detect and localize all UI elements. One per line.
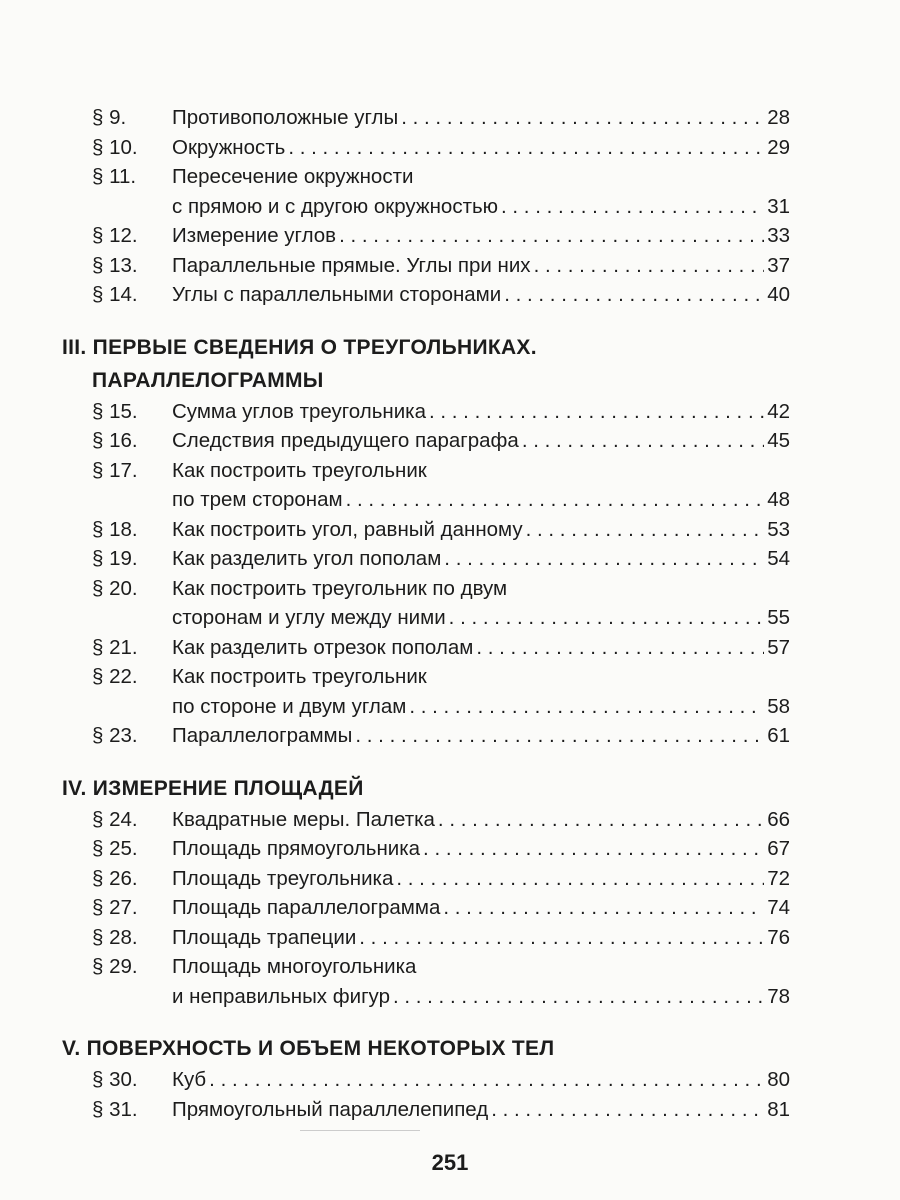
entry-title: Сумма углов треугольника: [172, 399, 426, 423]
entry-title: Измерение углов: [172, 224, 337, 247]
section-heading: ПАРАЛЛЕЛОГРАММЫ: [92, 368, 324, 392]
paragraph-number: § 22.: [92, 665, 138, 688]
paragraph-number: § 12.: [92, 224, 138, 247]
entry-title: Пересечение окружности: [172, 165, 414, 188]
page-ref: 76: [767, 925, 790, 949]
dot-leader: [423, 834, 764, 864]
dot-leader: [209, 1065, 764, 1095]
paragraph-number: § 21.: [92, 635, 138, 659]
dot-leader: [359, 923, 764, 953]
entry-title: Окружность: [172, 135, 286, 159]
dot-leader: [491, 1095, 764, 1125]
entry-title: по трем сторонам: [172, 488, 343, 511]
toc-entry[interactable]: [92, 1065, 790, 1095]
page-ref: 66: [767, 807, 790, 831]
page-ref: 29: [767, 135, 790, 159]
entry-title: Углы с параллельными сторонами: [172, 283, 502, 306]
entry-title: с прямою и с другою окружностью: [172, 194, 499, 218]
entry-title: Следствия предыдущего параграфа: [172, 429, 519, 452]
dot-leader: [504, 280, 764, 310]
table-of-contents: [62, 103, 790, 1124]
entry-title: Как построить угол, равный данному: [172, 517, 523, 541]
dot-leader: [501, 192, 764, 222]
toc-section: [62, 331, 790, 751]
dot-leader: [438, 805, 764, 835]
paragraph-number: § 25.: [92, 837, 138, 860]
toc-entry[interactable]: [92, 133, 790, 163]
paragraph-number: § 26.: [92, 866, 138, 890]
page-ref: 74: [767, 896, 790, 919]
toc-entry-line: [92, 544, 790, 574]
toc-entry[interactable]: [92, 280, 790, 310]
page-ref: 67: [767, 837, 790, 860]
toc-entry-line: [92, 603, 790, 633]
dot-leader: [288, 133, 764, 163]
page-ref: 72: [767, 866, 790, 890]
toc-entry[interactable]: [92, 864, 790, 894]
dot-leader: [339, 221, 764, 251]
toc-entry-line: [92, 192, 790, 222]
paragraph-number: § 24.: [92, 807, 138, 831]
dot-leader: [393, 982, 764, 1012]
toc-section: [92, 103, 790, 310]
section-heading: V. ПОВЕРХНОСТЬ И ОБЪЕМ НЕКОТОРЫХ ТЕЛ: [62, 1037, 555, 1060]
paragraph-number: § 23.: [92, 724, 138, 747]
page-ref: 40: [767, 283, 790, 306]
page-ref: 37: [767, 253, 790, 277]
paragraph-number: § 11.: [92, 165, 137, 188]
paragraph-number: § 28.: [92, 925, 138, 949]
toc-entry[interactable]: [92, 721, 790, 751]
toc-entry-line: [92, 721, 790, 751]
toc-entry[interactable]: [92, 456, 790, 515]
toc-entry-line: [92, 633, 790, 663]
paragraph-number: § 19.: [92, 547, 138, 570]
page-ref: 58: [767, 694, 790, 718]
page-ref: 54: [767, 547, 790, 570]
page-number: 251: [431, 1150, 469, 1175]
page-ref: 28: [767, 106, 790, 129]
entry-title: Площадь треугольника: [172, 866, 394, 890]
entry-title: Прямоугольный параллелепипед: [172, 1097, 489, 1121]
page-ref: 61: [767, 724, 790, 747]
toc-entry-line: [92, 662, 790, 692]
toc-section: [62, 1032, 790, 1124]
page-ref: 53: [767, 517, 790, 541]
toc-entry[interactable]: [92, 662, 790, 721]
entry-title: Параллельные прямые. Углы при них: [172, 253, 531, 277]
toc-entry[interactable]: [92, 515, 790, 545]
toc-entry-line: [92, 515, 790, 545]
dot-leader: [526, 515, 765, 545]
paragraph-number: § 10.: [92, 135, 138, 159]
dot-leader: [355, 721, 764, 751]
entry-title: и неправильных фигур: [172, 984, 390, 1008]
toc-entry-line: [92, 1095, 790, 1125]
paragraph-number: § 17.: [92, 458, 138, 482]
toc-entry-line: [92, 133, 790, 163]
page-ref: 42: [767, 399, 790, 423]
paragraph-number: § 13.: [92, 253, 138, 277]
toc-entry-line: [92, 834, 790, 864]
entry-title: Площадь прямоугольника: [172, 837, 421, 860]
paragraph-number: § 27.: [92, 896, 138, 919]
paragraph-number: § 18.: [92, 517, 138, 541]
page-ref: 45: [767, 429, 790, 452]
toc-entry-line: [92, 456, 790, 486]
page-ref: 48: [767, 488, 790, 511]
dot-leader: [449, 603, 765, 633]
toc-entry-line: [92, 805, 790, 835]
toc-entry-line: [92, 692, 790, 722]
toc-entry-line: [92, 162, 790, 192]
entry-title: Площадь параллелограмма: [172, 896, 441, 919]
toc-entry-line: [92, 923, 790, 953]
toc-entry[interactable]: [92, 397, 790, 427]
toc-entry[interactable]: [92, 574, 790, 633]
toc-entry[interactable]: [92, 923, 790, 953]
entry-title: Площадь трапеции: [172, 925, 357, 949]
toc-entry-line: [92, 574, 790, 604]
toc-entry[interactable]: [92, 426, 790, 456]
toc-entry[interactable]: [92, 834, 790, 864]
toc-entry-line: [92, 221, 790, 251]
paragraph-number: § 14.: [92, 283, 138, 306]
toc-entry[interactable]: [92, 633, 790, 663]
entry-title: Площадь многоугольника: [172, 955, 417, 978]
paragraph-number: § 30.: [92, 1068, 138, 1091]
paragraph-number: § 16.: [92, 429, 138, 452]
toc-entry-line: [92, 864, 790, 894]
toc-entry[interactable]: [92, 805, 790, 835]
paragraph-number: § 15.: [92, 399, 138, 423]
entry-title: Как разделить отрезок пополам: [172, 635, 474, 659]
dot-leader: [396, 864, 764, 894]
dot-leader: [444, 544, 764, 574]
toc-entry-line: [92, 982, 790, 1012]
dot-leader: [534, 251, 765, 281]
paragraph-number: § 20.: [92, 576, 138, 600]
toc-entry-line: [92, 103, 790, 133]
toc-entry[interactable]: [92, 103, 790, 133]
toc-entry-line: [92, 397, 790, 427]
toc-entry-line: [92, 426, 790, 456]
page-ref: 81: [767, 1097, 790, 1121]
dot-leader: [346, 485, 765, 515]
toc-entry[interactable]: [92, 952, 790, 1011]
entry-title: Как разделить угол пополам: [172, 547, 442, 570]
page-ref: 55: [767, 606, 790, 629]
section-heading: III. ПЕРВЫЕ СВЕДЕНИЯ О ТРЕУГОЛЬНИКАХ.: [62, 335, 537, 359]
page-ref: 33: [767, 224, 790, 247]
page-ref: 31: [767, 194, 790, 218]
toc-entry[interactable]: [92, 251, 790, 281]
toc-entry[interactable]: [92, 162, 790, 221]
entry-title: сторонам и углу между ними: [172, 606, 446, 629]
toc-entry-line: [92, 952, 790, 982]
page-ref: 78: [767, 984, 790, 1008]
section-heading: IV. ИЗМЕРЕНИЕ ПЛОЩАДЕЙ: [62, 776, 364, 800]
entry-title: Параллелограммы: [172, 724, 353, 747]
toc-entry[interactable]: [92, 544, 790, 574]
paragraph-number: § 29.: [92, 955, 138, 978]
page-ref: 80: [767, 1068, 790, 1091]
dot-leader: [522, 426, 764, 456]
toc-entry[interactable]: [92, 221, 790, 251]
paragraph-number: § 31.: [92, 1097, 138, 1121]
page-ref: 57: [767, 635, 790, 659]
dot-leader: [409, 692, 764, 722]
entry-title: Как построить треугольник: [172, 458, 427, 482]
dot-leader: [429, 397, 764, 427]
toc-section: [62, 772, 790, 1012]
dot-leader: [401, 103, 764, 133]
paragraph-number: § 9.: [92, 106, 127, 129]
toc-entry[interactable]: [92, 1095, 790, 1125]
entry-title: Как построить треугольник: [172, 665, 427, 688]
entry-title: Куб: [172, 1068, 207, 1091]
dot-leader: [476, 633, 764, 663]
toc-entry[interactable]: [92, 893, 790, 923]
toc-entry-line: [92, 893, 790, 923]
toc-entry-line: [92, 485, 790, 515]
toc-entry-line: [92, 251, 790, 281]
divider: [300, 1130, 420, 1131]
toc-entry-line: [92, 1065, 790, 1095]
toc-entry-line: [92, 280, 790, 310]
dot-leader: [443, 893, 764, 923]
entry-title: Квадратные меры. Палетка: [172, 807, 435, 831]
entry-title: Противоположные углы: [172, 106, 399, 129]
entry-title: по стороне и двум углам: [172, 694, 407, 718]
entry-title: Как построить треугольник по двум: [172, 576, 508, 600]
